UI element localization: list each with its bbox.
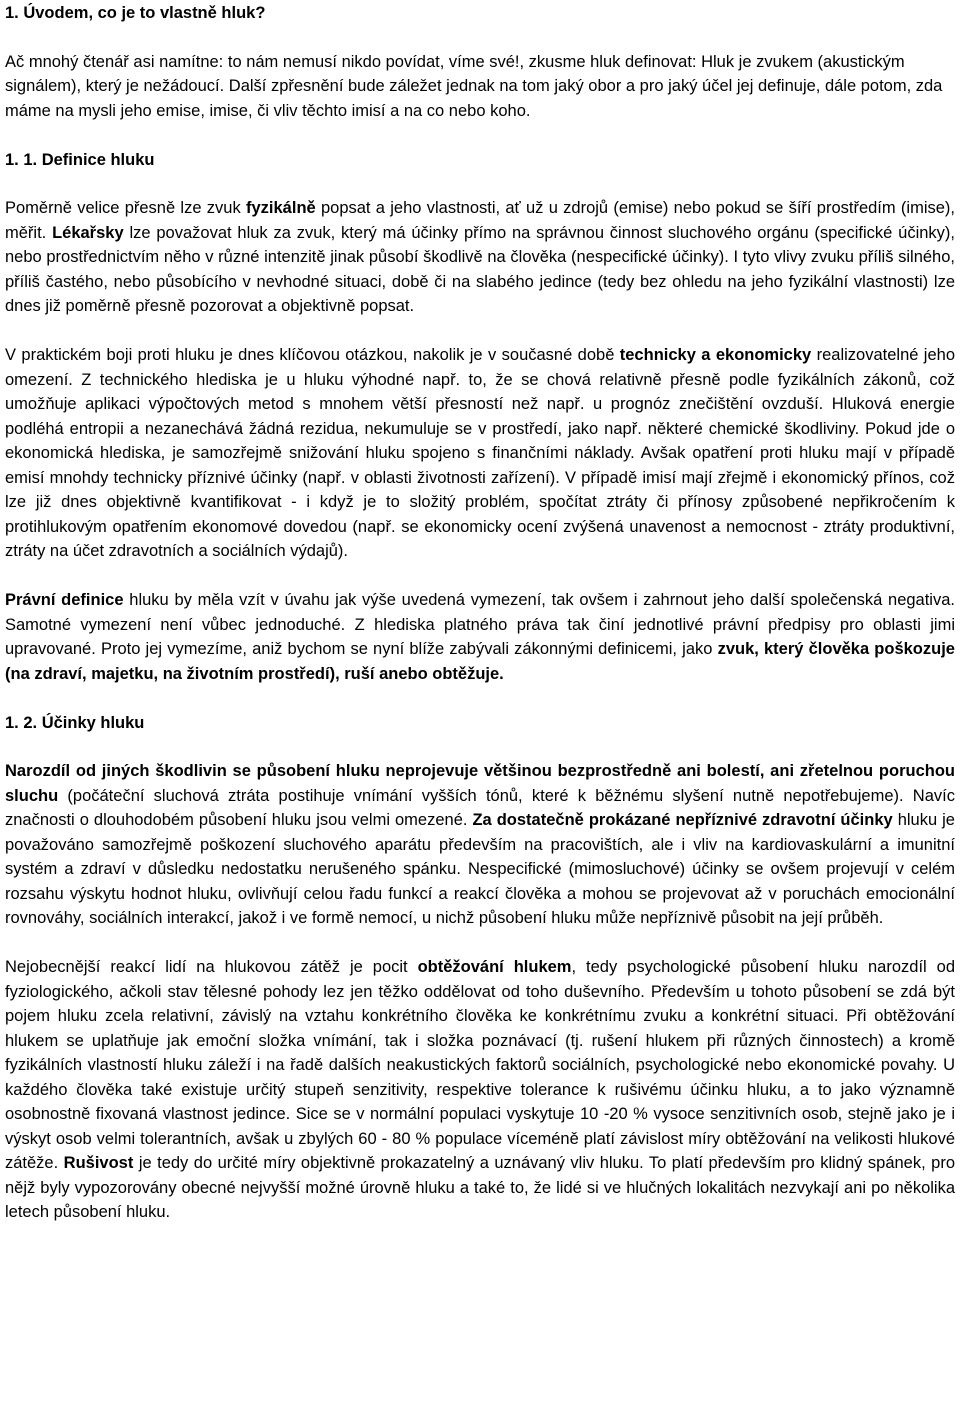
document: [5, 1, 955, 1225]
paragraph-fyzikalne: Poměrně velice přesně lze zvuk fyzikálně popsat a jeho vlastnosti, ať už u zdrojů (emise) nebo pokud se šíří prostředím (imise), měřit. Lékařsky lze považovat hluk za zvuk, který má účinky přímo na správnou činnost sluchového orgánu (specifické účinky), nebo prostřednictvím něho v různé intenzitě jinak působí škodlivě na člověka (nespecifické účinky). I tyto vlivy zvuku příliš silného, příliš častého, nebo působícího v nevhodné situaci, době či na slabého jedince (tedy bez ohledu na jeho fyzikální vlastnosti) lze dnes již poměrně přesně pozorovat a objektivně popsat.: [5, 199, 955, 315]
paragraph-ekonomicky: V praktickém boji proti hluku je dnes klíčovou otázkou, nakolik je v současné době technicky a ekonomicky realizovatelné jeho omezení. Z technického hlediska je u hluku výhodné např. to, že se chová relativně přesně podle fyzikálních zákonů, což umožňuje aplikaci výpočtových metod s mnohem větší přesností než např. u prognóz znečištění ovzduší. Hluková energie podléhá entropii a nezanechává žádná rezidua, nekumuluje se v prostředí, jako např. některé chemické škodliviny. Pokud jde o ekonomická hlediska, je samozřejmě snižování hluku spojeno s finančními náklady. Avšak opatření proti hluku mají v případě emisí mnohdy technicky příznivé účinky (např. v oblasti životnosti zařízení). V případě imisí mají zřejmě i ekonomický přínos, což lze již dnes objektivně kvantifikovat - i když je to složitý problém, spočítat ztráty či přínosy způsobené nepřikročením k protihlukovým opatřením ekonomové dovedou (např. se ekonomicky ocení zvýšená unavenost a nemocnost - ztráty produktivní, ztráty na účet zdravotních a sociálních výdajů).: [5, 346, 956, 560]
paragraph-ucinky: Narozdíl od jiných škodlivin se působení hluku neprojevuje většinou bezprostředně ani bolestí, ani zřetelnou poruchou sluchu (počáteční sluchová ztráta postihuje vnímání vyšších tónů, které k běžnému slyšení nutně nepotřebujeme). Navíc značnosti o dlouhodobém působení hluku jsou velmi omezené. Za dostatečně prokázané nepříznivé zdravotní účinky hluku je považováno samozřejmě poškození sluchového aparátu především na pracovištích, ale i vliv na kardiovaskulární a imunitní systém a zdraví v důsledku nedostatku nerušeného spánku. Nespecifické (mimosluchové) účinky se ovšem projevují v celém rozsahu výskytu hodnot hluku, ovlivňují celou řadu funkcí a reakcí člověka a mohou se projevovat až v poruchách emocionální rovnováhy, sociálních interakcí, jakož i ve formě nemocí, u nichž působení hluku může nepříznivě působit na její průběh.: [5, 762, 955, 927]
paragraph-pravni: Právní definice hluku by měla vzít v úvahu jak výše uvedená vymezení, tak ovšem i zahrnout jeho další společenská negativa. Samotné vymezení není vůbec jednoduché. Z hlediska platného práva tak činí jednotlivé právní předpisy pro oblasti jimi upravované. Proto jej vymezíme, aniž bychom se nyní blíže zabývali zákonnými definicemi, jako zvuk, který člověka poškozuje (na zdraví, majetku, na životním prostředí), ruší anebo obtěžuje.: [5, 591, 955, 683]
subsection-title-definice: 1. 1. Definice hluku: [5, 150, 155, 169]
subsection-title-ucinky: 1. 2. Účinky hluku: [5, 713, 145, 732]
section-title: 1. Úvodem, co je to vlastně hluk?: [5, 4, 266, 22]
paragraph-obtezovani: Nejobecnější reakcí lidí na hlukovou zátěž je pocit obtěžování hlukem, tedy psychologické působení hluku narozdíl od fyziologického, ačkoli stav tělesné pohody lez jen těžko oddělovat od toho duševního. Především u tohoto působení se zdá být pojem hluku zcela relativní, závislý na vztahu konkrétního člověka ke konkrétnímu zvuku a konkrétní situaci. Při obtěžování hlukem se uplatňuje jak emoční složka vnímání, tak i složka poznávací (tj. rušení hlukem při různých činnostech) a kromě fyzikálních vlastností hluku záleží i na řadě dalších neakustických faktorů sociálních, psychologické nebo ekonomické povahy. U každého člověka také existuje určitý stupeň senzitivity, respektive tolerance k rušivému účinku hluku, a to jako významně osobnostně fixovaná vlastnost jedince. Sice se v normální populaci vyskytuje 10 -20 % vysoce senzitivních osob, stejně jako je i výskyt osob velmi tolerantních, avšak u zbylých 60 - 80 % populace víceméně platí závislost míry obtěžování na velikosti hlukové zátěže. Rušivost je tedy do určité míry objektivně prokazatelný a uznávaný vliv hluku. To platí především pro klidný spánek, pro nějž byly vypozorovány obecné nejvyšší možné úrovně hluku a také to, že lidé si ve hlučných lokalitách nezvykají ani po několika letech působení hluku.: [5, 958, 956, 1221]
intro-paragraph: Ač mnohý čtenář asi namítne: to nám nemusí nikdo povídat, víme své!, zkusme hluk definovat: Hluk je zvukem (akustickým signálem), který je nežádoucí. Další zpřesnění bude záležet jednak na tom jaký obor a pro jaký účel jej definuje, dále potom, zda máme na mysli jeho emise, imise, či vliv těchto imisí a na co nebo koho.: [5, 52, 943, 120]
